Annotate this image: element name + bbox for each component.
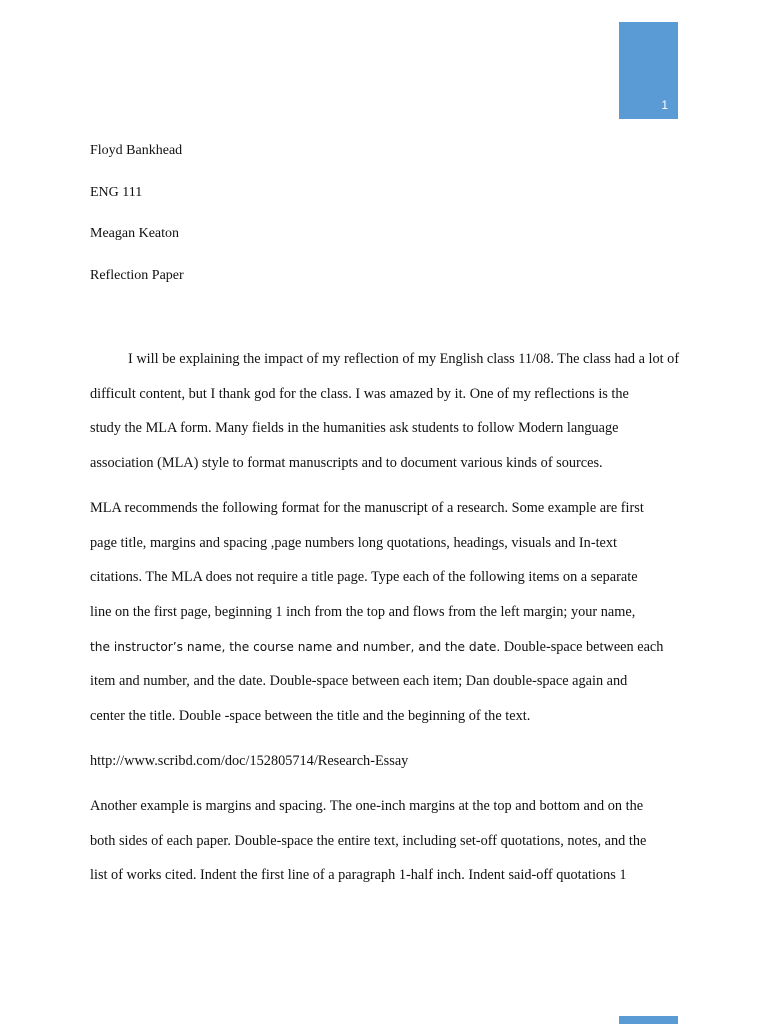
page-number: 1: [661, 98, 668, 112]
text-line: association (MLA) style to format manuscripts and to document various kinds of sources.: [90, 455, 603, 472]
text-run-sans: the instructor’s name, the course name and number, and the date.: [90, 639, 501, 654]
text-line: study the MLA form. Many fields in the humanities ask students to follow Modern language: [90, 420, 619, 437]
text-line: Another example is margins and spacing. The one-inch margins at the top and bottom and on the: [90, 798, 644, 814]
course-name: ENG 111: [90, 185, 143, 200]
text-line: center the title. Double -space between the title and the beginning of the text.: [90, 708, 531, 725]
text-line: citations. The MLA does not require a title page. Type each of the following items on a separate: [90, 569, 638, 586]
url-text: http://www.scribd.com/doc/152805714/Research-Essay: [90, 753, 409, 769]
text-run-serif: Double-space between each: [500, 638, 664, 655]
text-line: I will be explaining the impact of my reflection of my English class 11/08. The class had a lot of: [128, 351, 680, 367]
author-name: Floyd Bankhead: [90, 143, 183, 158]
page-number-box: [619, 22, 678, 119]
text-line: item and number, and the date. Double-space between each item; Dan double-space again and: [90, 673, 628, 690]
text-line: line on the first page, beginning 1 inch from the top and flows from the left margin; your name,: [90, 604, 636, 621]
paragraph-intro: [90, 342, 690, 481]
paragraph-margins: [90, 789, 690, 893]
next-page-number-box: [619, 1016, 678, 1024]
text-line: MLA recommends the following format for the manuscript of a research. Some example are first: [90, 500, 644, 516]
source-url: [90, 744, 690, 779]
text-line: list of works cited. Indent the first line of a paragraph 1-half inch. Indent said-off quotations 1: [90, 867, 627, 884]
paper-title: Reflection Paper: [90, 268, 184, 283]
text-line: both sides of each paper. Double-space the entire text, including set-off quotations, notes, and the: [90, 832, 647, 849]
instructor-name: Meagan Keaton: [90, 226, 180, 241]
text-line: page title, margins and spacing ,page numbers long quotations, headings, visuals and In-text: [90, 534, 618, 551]
text-line-mixed: [90, 630, 690, 665]
text-line: difficult content, but I thank god for the class. I was amazed by it. One of my reflections is the: [90, 385, 629, 402]
paragraph-mla-format: [90, 491, 690, 734]
